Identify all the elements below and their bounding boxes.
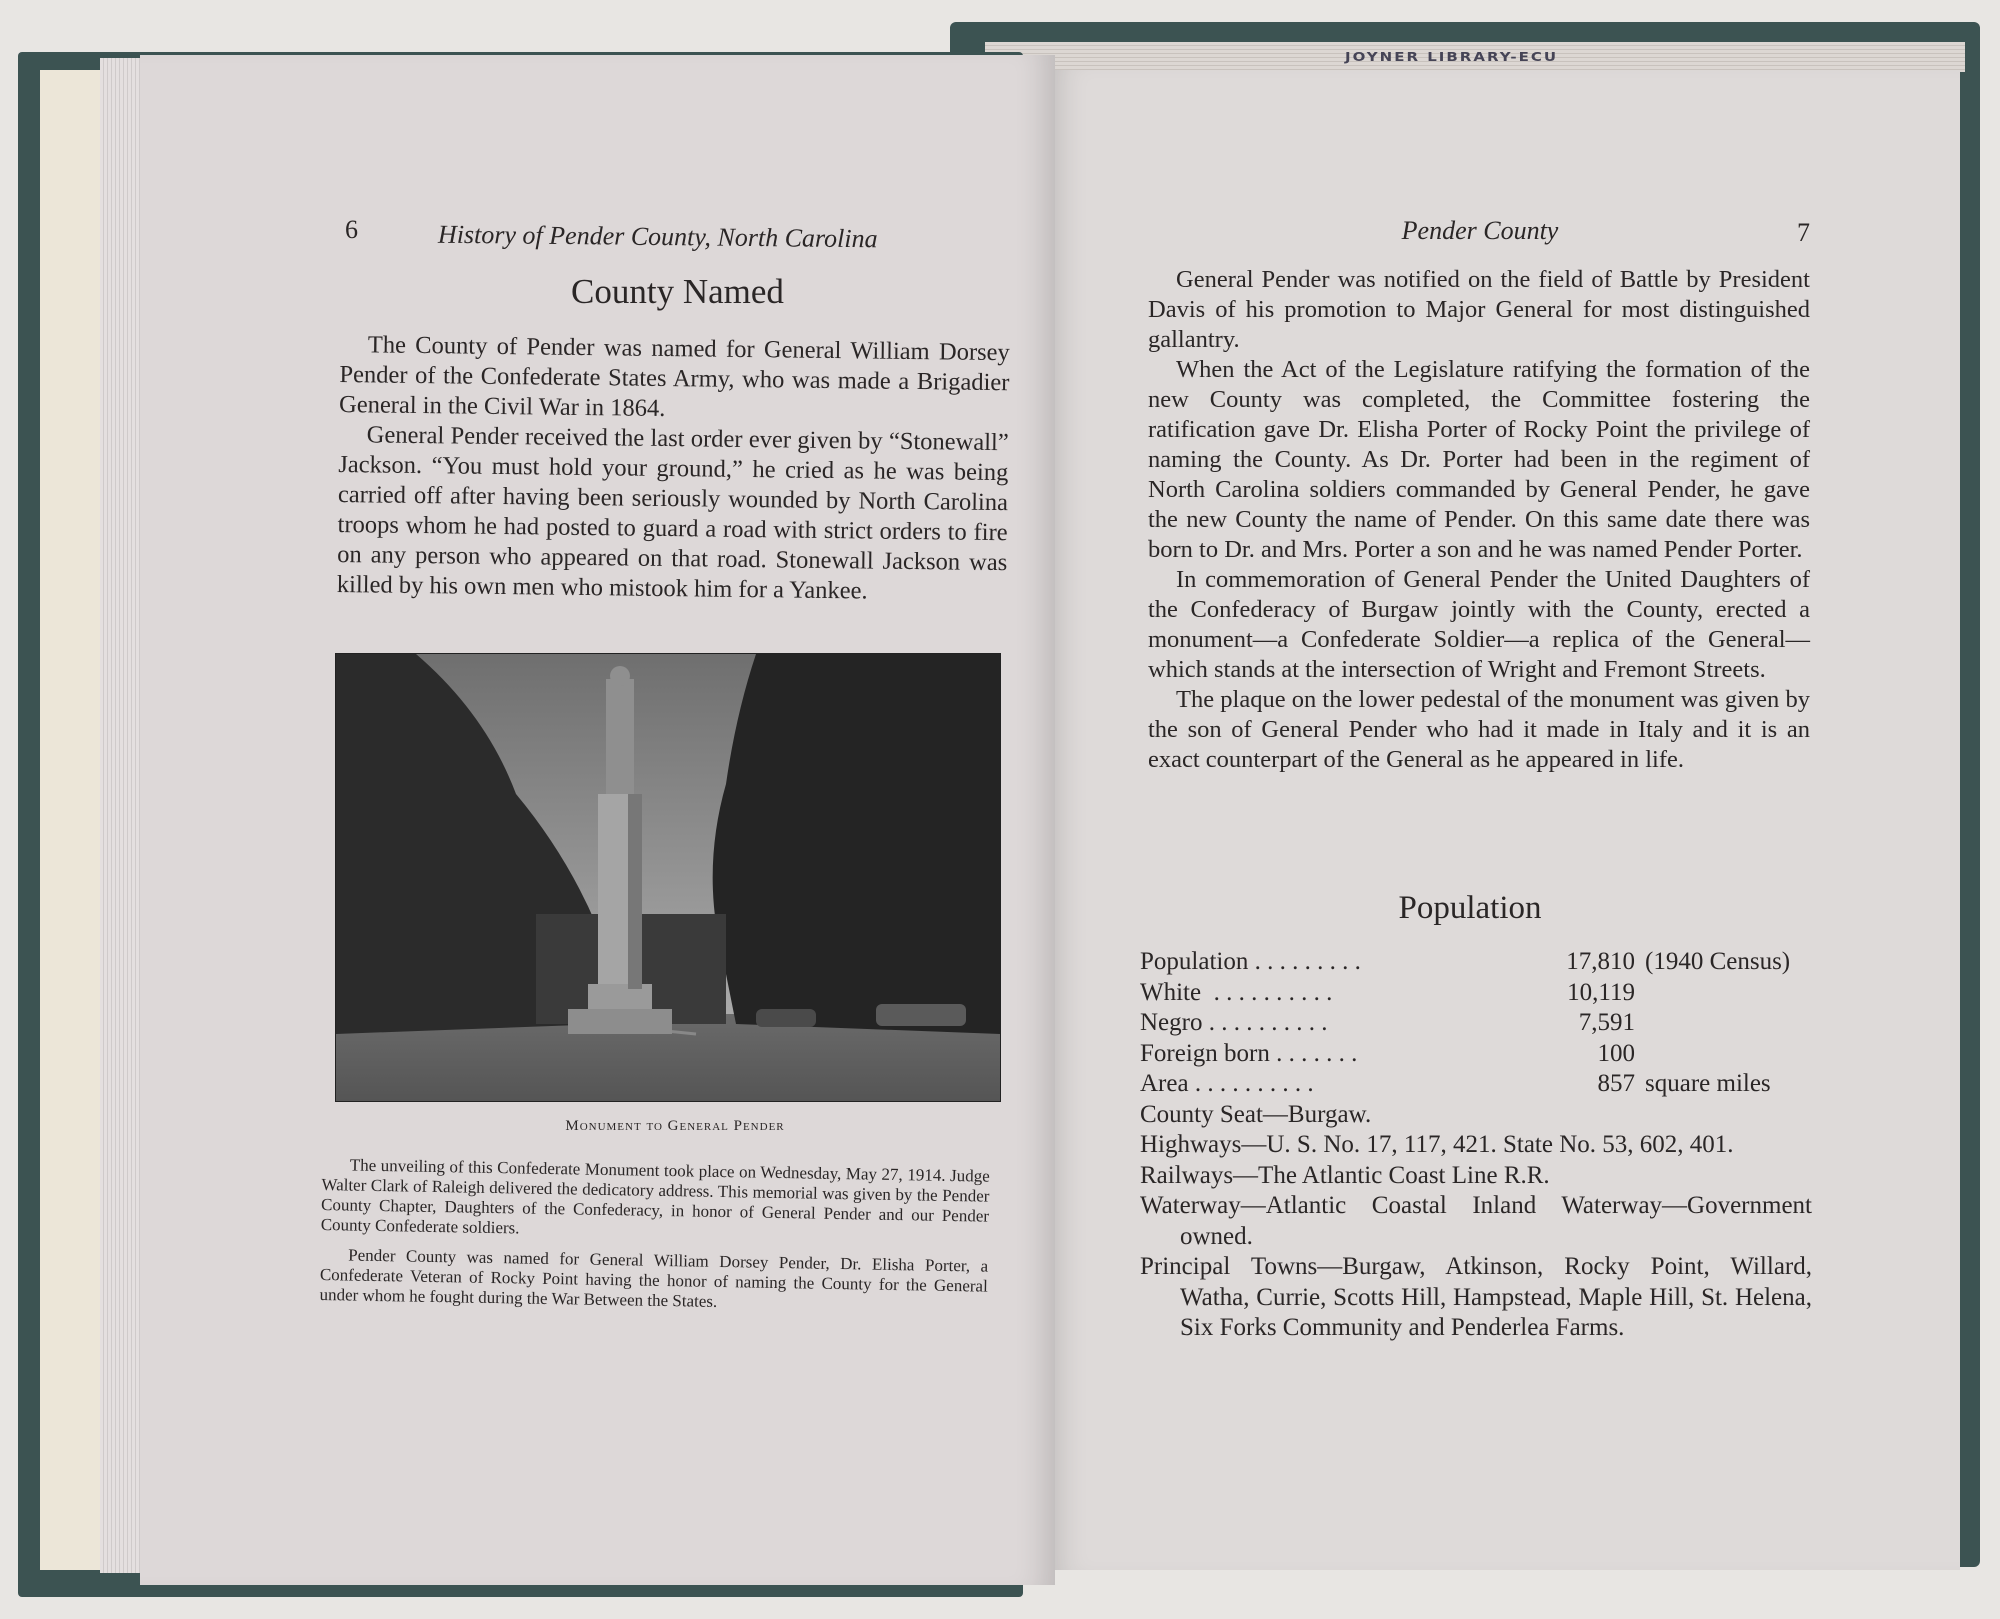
stat-value: 10,119 xyxy=(1567,978,1635,1006)
running-head-left: History of Pender County, North Carolina xyxy=(437,219,878,254)
stat-note: (1940 Census) xyxy=(1645,948,1791,975)
fact-county-seat: County Seat—Burgaw. xyxy=(1140,1100,1372,1128)
population-stats xyxy=(1140,947,1812,1344)
paragraph: General Pender received the last order ever given by “Stonewall” Jackson. “You must hold your ground,” he cried as he was being carried off after having been seriously wounded by North Carolina troops whom he had posted to guard a road with strict orders to fire on any person who appeared on that road. Stonewall Jackson was killed by his own men who mistook him for a Yankee. xyxy=(336,421,1009,605)
stat-label: Area . . . . . . . . . . xyxy=(1140,1070,1314,1097)
stat-row-foreign-born xyxy=(1140,1039,1812,1070)
section-heading-county-named: County Named xyxy=(571,272,784,311)
note-paragraph: The unveiling of this Confederate Monument took place on Wednesday, May 27, 1914. Judge Walter Clark of Raleigh delivered the dedicatory address. This memorial was given by the Pender County Chapter, Daughters of the Confederacy, in honor of General Pender and our Pender County Confederate soldiers. xyxy=(320,1155,990,1238)
library-stamp: JOYNER LIBRARY-ECU xyxy=(1345,49,1559,65)
stat-label: Negro . . . . . . . . . . xyxy=(1140,1009,1328,1036)
photo-caption: Monument to General Pender xyxy=(565,1118,785,1134)
running-head-right: Pender County xyxy=(1401,216,1559,245)
paragraph: The plaque on the lower pedestal of the monument was given by the son of General Pender who had it made in Italy and it is an exact counterpart of the General as he appeared in life. xyxy=(1148,686,1810,773)
fact-principal-towns: Principal Towns—Burgaw, Atkinson, Rocky Point, Willard, Watha, Currie, Scotts Hill, Hampstead, Maple Hill, St. Helena, Six Forks Community and Penderlea Farms. xyxy=(1140,1253,1812,1341)
stat-row-negro xyxy=(1140,1008,1812,1039)
section-heading-population: Population xyxy=(1398,890,1542,926)
stat-row-population xyxy=(1140,947,1812,978)
paragraph: When the Act of the Legislature ratifying the formation of the new County was completed, the Committee fostering the ratification gave Dr. Elisha Porter of Rocky Point the privilege of naming the County. As Dr. Porter had been in the regiment of North Carolina soldiers commanded by General Pender, he gave the new County the name of Pender. On this same date there was born to Dr. and Mrs. Porter a son and he was named Pender Porter. xyxy=(1148,356,1810,563)
stat-label: Population . . . . . . . . . xyxy=(1140,948,1361,975)
note-paragraph: Pender County was named for General William Dorsey Pender, Dr. Elisha Porter, a Confederate Veteran of Rocky Point having the honor of naming the County for the General under whom he fought during the War Between the States. xyxy=(319,1245,989,1311)
stat-label: Foreign born . . . . . . . xyxy=(1140,1039,1358,1067)
paragraph: General Pender was notified on the field of Battle by President Davis of his promotion to Major General for most distinguished gallantry. xyxy=(1148,266,1810,353)
fact-waterway: Waterway—Atlantic Coastal Inland Waterway—Government owned. xyxy=(1140,1192,1812,1250)
stat-row-white xyxy=(1140,978,1812,1009)
stat-value: 100 xyxy=(1597,1039,1635,1067)
fact-highways: Highways—U. S. No. 17, 117, 421. State No. 53, 602, 401. xyxy=(1140,1131,1734,1158)
monument-photo xyxy=(335,653,1001,1102)
fact-railways: Railways—The Atlantic Coast Line R.R. xyxy=(1140,1161,1550,1189)
left-body-text xyxy=(337,330,1010,608)
paragraph: The County of Pender was named for General William Dorsey Pender of the Confederate States Army, who was made a Brigadier General in the Civil War in 1864. xyxy=(338,331,1010,422)
stat-value: 7,591 xyxy=(1578,1009,1635,1036)
photo-notes xyxy=(319,1155,990,1327)
page-number-right: 7 xyxy=(1797,218,1810,247)
stat-row-area xyxy=(1140,1069,1812,1100)
stat-label: White . . . . . . . . . . xyxy=(1140,978,1333,1006)
stat-value: 17,810 xyxy=(1566,948,1635,975)
stat-value: 857 xyxy=(1597,1070,1635,1097)
paragraph: In commemoration of General Pender the United Daughters of the Confederacy of Burgaw jointly with the County, erected a monument—a Confederate Soldier—a replica of the General—which stands at the intersection of Wright and Fremont Streets. xyxy=(1148,566,1810,683)
stat-note: square miles xyxy=(1645,1070,1771,1097)
page-number-left: 6 xyxy=(345,215,358,244)
right-body-text xyxy=(1148,265,1810,775)
